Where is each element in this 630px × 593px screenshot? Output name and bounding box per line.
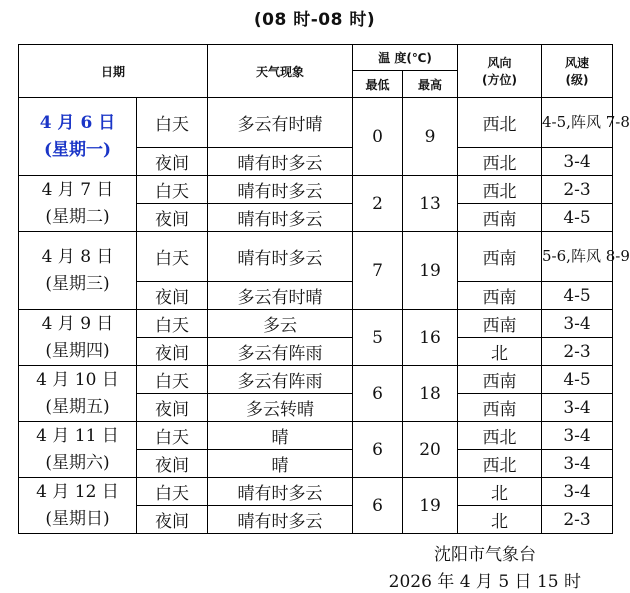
wind-speed-day: 5-6,阵风 8-9 [542, 232, 613, 282]
weather-day: 晴 [208, 422, 353, 450]
period-night: 夜间 [137, 204, 208, 232]
temp-min: 5 [353, 310, 403, 366]
wind-speed-night: 3-4 [542, 394, 613, 422]
weather-forecast-table [18, 44, 630, 534]
weather-day: 晴有时多云 [208, 176, 353, 204]
period-day: 白天 [137, 478, 208, 506]
wind-dir-day: 西南 [458, 232, 542, 282]
forecast-row-day [19, 310, 613, 338]
date-cell [19, 98, 137, 176]
weekday-label: (星期六) [45, 452, 110, 473]
header-max-temp: 最高 [403, 71, 458, 98]
weekday-label: (星期二) [45, 206, 110, 227]
header-weather: 天气现象 [208, 45, 353, 98]
wind-speed-night: 2-3 [542, 506, 613, 534]
wind-dir-night: 北 [458, 506, 542, 534]
wind-speed-night: 3-4 [542, 148, 613, 176]
period-day: 白天 [137, 422, 208, 450]
date-cell [19, 310, 137, 366]
forecast-row-day [19, 176, 613, 204]
period-night: 夜间 [137, 148, 208, 176]
date-label: 4 月 11 日 [36, 425, 119, 446]
weekday-label: (星期四) [45, 340, 110, 361]
wind-dir-day: 北 [458, 478, 542, 506]
period-day: 白天 [137, 176, 208, 204]
header-temperature: 温 度(℃) [353, 45, 458, 71]
wind-dir-day: 西南 [458, 310, 542, 338]
temp-min: 6 [353, 422, 403, 478]
weather-night: 多云转晴 [208, 394, 353, 422]
wind-speed-night: 3-4 [542, 450, 613, 478]
header-wind-speed-label: 风速 [565, 56, 590, 70]
header-wind-speed [542, 45, 613, 98]
forecast-row-day [19, 98, 613, 148]
temp-max: 16 [403, 310, 458, 366]
weather-day: 多云 [208, 310, 353, 338]
header-date: 日期 [19, 45, 208, 98]
period-night: 夜间 [137, 338, 208, 366]
forecast-row-day [19, 366, 613, 394]
date-label: 4 月 8 日 [41, 246, 114, 267]
temp-min: 7 [353, 232, 403, 310]
date-label: 4 月 12 日 [36, 481, 119, 502]
period-night: 夜间 [137, 282, 208, 310]
period-day: 白天 [137, 98, 208, 148]
weather-night: 晴有时多云 [208, 204, 353, 232]
temp-max: 13 [403, 176, 458, 232]
wind-dir-day: 西北 [458, 422, 542, 450]
weather-night: 多云有时晴 [208, 282, 353, 310]
weekday-label: (星期一) [43, 139, 112, 160]
weather-day: 晴有时多云 [208, 232, 353, 282]
date-cell [19, 422, 137, 478]
header-wind-direction [458, 45, 542, 98]
wind-speed-night: 4-5 [542, 282, 613, 310]
wind-dir-day: 西南 [458, 366, 542, 394]
weather-day: 晴有时多云 [208, 478, 353, 506]
date-label: 4 月 6 日 [39, 112, 116, 133]
temp-max: 9 [403, 98, 458, 176]
weather-night: 多云有阵雨 [208, 338, 353, 366]
wind-dir-night: 西北 [458, 450, 542, 478]
forecast-row-day [19, 478, 613, 506]
header-min-temp: 最低 [353, 71, 403, 98]
wind-dir-night: 北 [458, 338, 542, 366]
wind-speed-night: 2-3 [542, 338, 613, 366]
wind-speed-day: 3-4 [542, 478, 613, 506]
weekday-label: (星期日) [45, 508, 110, 529]
wind-dir-night: 西南 [458, 394, 542, 422]
issuing-station: 沈阳市气象台 [434, 545, 536, 565]
wind-speed-day: 4-5 [542, 366, 613, 394]
wind-speed-day: 4-5,阵风 7-8 [542, 98, 613, 148]
temp-min: 0 [353, 98, 403, 176]
issue-time: 2026 年 4 月 5 日 15 时 [388, 572, 581, 592]
temp-max: 19 [403, 232, 458, 310]
period-day: 白天 [137, 366, 208, 394]
header-wind-direction-unit: (方位) [482, 73, 517, 87]
wind-dir-night: 西北 [458, 148, 542, 176]
temp-min: 6 [353, 366, 403, 422]
temp-max: 20 [403, 422, 458, 478]
forecast-period-title: (08 时-08 时) [253, 10, 376, 30]
weekday-label: (星期五) [45, 396, 110, 417]
header-wind-direction-label: 风向 [487, 56, 512, 70]
wind-speed-day: 3-4 [542, 310, 613, 338]
weather-night: 晴有时多云 [208, 148, 353, 176]
wind-speed-night: 4-5 [542, 204, 613, 232]
temp-max: 18 [403, 366, 458, 422]
forecast-row-day [19, 232, 613, 282]
wind-dir-day: 西北 [458, 98, 542, 148]
period-day: 白天 [137, 232, 208, 282]
period-night: 夜间 [137, 450, 208, 478]
weather-night: 晴 [208, 450, 353, 478]
temp-max: 19 [403, 478, 458, 534]
forecast-body [19, 98, 630, 534]
wind-dir-day: 西北 [458, 176, 542, 204]
period-day: 白天 [137, 310, 208, 338]
date-cell [19, 366, 137, 422]
wind-speed-day: 3-4 [542, 422, 613, 450]
wind-dir-night: 西南 [458, 204, 542, 232]
weather-day: 多云有阵雨 [208, 366, 353, 394]
forecast-row-day [19, 422, 613, 450]
temp-min: 2 [353, 176, 403, 232]
header-wind-speed-unit: (级) [565, 73, 589, 87]
wind-speed-day: 2-3 [542, 176, 613, 204]
weather-night: 晴有时多云 [208, 506, 353, 534]
weather-day: 多云有时晴 [208, 98, 353, 148]
period-night: 夜间 [137, 394, 208, 422]
date-label: 4 月 7 日 [41, 179, 114, 200]
weekday-label: (星期三) [45, 273, 110, 294]
date-label: 4 月 9 日 [41, 313, 114, 334]
wind-dir-night: 西南 [458, 282, 542, 310]
date-cell [19, 232, 137, 310]
date-cell [19, 176, 137, 232]
temp-min: 6 [353, 478, 403, 534]
date-cell [19, 478, 137, 534]
date-label: 4 月 10 日 [36, 369, 119, 390]
period-night: 夜间 [137, 506, 208, 534]
